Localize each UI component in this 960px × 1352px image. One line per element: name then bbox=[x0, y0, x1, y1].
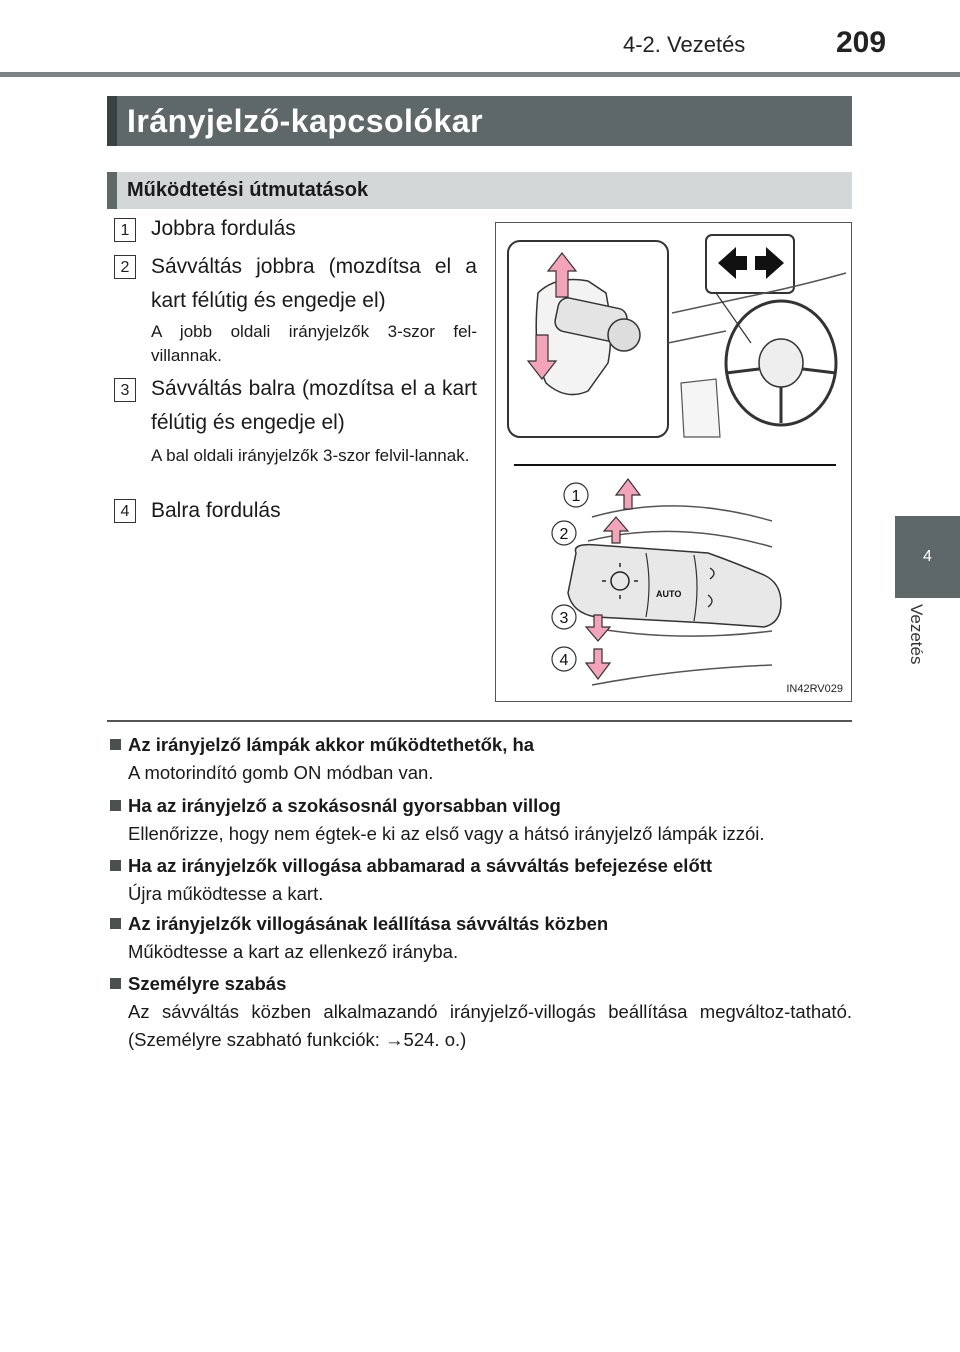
page-number: 209 bbox=[836, 26, 887, 59]
figure-illustration bbox=[496, 223, 851, 701]
arrow-down-4-icon bbox=[586, 649, 610, 679]
note-title-5 bbox=[110, 973, 286, 995]
callout-4-label: 4 bbox=[559, 652, 569, 669]
note-title-3 bbox=[110, 855, 712, 877]
step-number-1: 1 bbox=[114, 218, 136, 242]
header-rule bbox=[0, 72, 960, 77]
figure-code: IN42RV029 bbox=[786, 683, 843, 695]
pointer-line bbox=[716, 293, 751, 343]
step-text-4: Balra fordulás bbox=[151, 499, 281, 522]
chapter-label-text: Vezetés bbox=[907, 604, 926, 665]
arrow-down-3-icon bbox=[586, 615, 610, 641]
chapter-label bbox=[904, 604, 928, 684]
bullet-square-icon bbox=[110, 860, 121, 871]
turn-signal-figure bbox=[495, 222, 852, 702]
column-hub bbox=[608, 319, 640, 351]
note-title-3-text: Ha az irányjelzők villogása abbamarad a sávváltás befejezése előtt bbox=[128, 855, 713, 876]
step-number-3: 3 bbox=[114, 378, 136, 402]
bullet-square-icon bbox=[110, 918, 121, 929]
note-body-3: Újra működtesse a kart. bbox=[128, 883, 324, 904]
note-title-1 bbox=[110, 734, 534, 756]
page-title bbox=[107, 96, 852, 146]
step-number-2: 2 bbox=[114, 255, 136, 279]
note-title-5-text: Személyre szabás bbox=[128, 973, 287, 994]
note-title-4-text: Az irányjelzők villogásának leállítása sávváltás közben bbox=[128, 913, 609, 934]
bullet-square-icon bbox=[110, 800, 121, 811]
callout-3-label: 3 bbox=[559, 610, 569, 627]
step-note-2: A jobb oldali irányjelzők 3-szor fel-villannak. bbox=[151, 322, 477, 365]
stalk-path-4 bbox=[592, 665, 772, 685]
stalk-path-1 bbox=[592, 506, 772, 521]
step-number-4: 4 bbox=[114, 499, 136, 523]
section-rule bbox=[107, 720, 852, 722]
arrow-up-1-icon bbox=[616, 479, 640, 509]
note-body-1: A motorindító gomb ON módban van. bbox=[128, 762, 434, 783]
callout-2-label: 2 bbox=[559, 526, 569, 543]
section-subtitle-text: Működtetési útmutatások bbox=[127, 179, 369, 201]
page-title-text: Irányjelző-kapcsolókar bbox=[127, 103, 484, 139]
note-title-4 bbox=[110, 913, 608, 935]
callout-1-label: 1 bbox=[571, 488, 581, 505]
note-title-2-text: Ha az irányjelző a szokásosnál gyorsabban villog bbox=[128, 795, 561, 816]
section-label: 4-2. Vezetés bbox=[623, 32, 746, 57]
step-note-3: A bal oldali irányjelzők 3-szor felvil-lannak. bbox=[151, 446, 470, 465]
section-subtitle bbox=[107, 172, 852, 209]
note-title-1-text: Az irányjelző lámpák akkor működtethetők, ha bbox=[128, 734, 535, 755]
stalk-path-3 bbox=[588, 627, 772, 636]
bullet-square-icon bbox=[110, 978, 121, 989]
note-title-2 bbox=[110, 795, 561, 817]
note-body-2: Ellenőrizze, hogy nem égtek-e ki az első vagy a hátsó irányjelző lámpák izzói. bbox=[128, 823, 765, 844]
step-text-3: Sávváltás balra (mozdítsa el a kart félútig és engedje el) bbox=[151, 377, 477, 434]
arrow-up-2-icon bbox=[604, 517, 628, 543]
lever-auto-label: AUTO bbox=[656, 589, 682, 599]
note-body-4: Működtesse a kart az ellenkező irányba. bbox=[128, 941, 459, 962]
note-body-5: Az sávváltás közben alkalmazandó irányjelző-villogás beállítása megváltoz-tatható. (Személyre szabható funkciók: →524. o.) bbox=[128, 1001, 852, 1050]
chapter-tab: 4 bbox=[895, 516, 960, 598]
bullet-square-icon bbox=[110, 739, 121, 750]
step-text-2: Sávváltás jobbra (mozdítsa el a kart félútig és engedje el) bbox=[151, 255, 477, 312]
console-panel bbox=[681, 379, 720, 437]
step-text-1: Jobbra fordulás bbox=[151, 217, 296, 240]
steering-hub bbox=[759, 339, 803, 387]
